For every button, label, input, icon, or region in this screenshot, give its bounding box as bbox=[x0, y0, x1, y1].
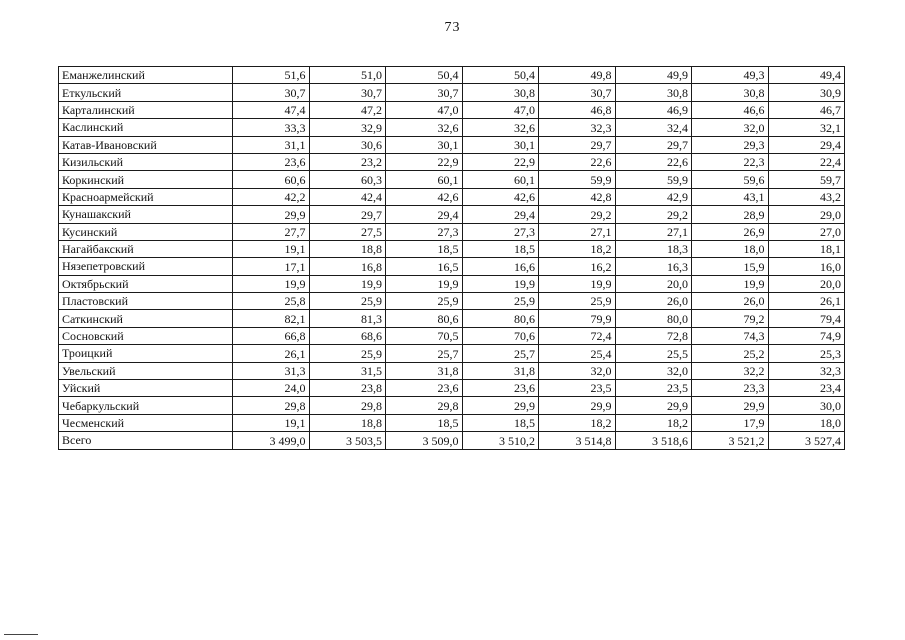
table-row bbox=[59, 380, 845, 397]
value-cell: 30,0 bbox=[768, 397, 845, 414]
value-cell: 70,5 bbox=[386, 327, 463, 344]
value-cell: 25,8 bbox=[233, 293, 310, 310]
value-cell: 80,6 bbox=[386, 310, 463, 327]
value-cell: 31,5 bbox=[309, 362, 386, 379]
district-name-cell: Увельский bbox=[59, 362, 233, 379]
district-data-table bbox=[58, 66, 845, 450]
value-cell: 31,3 bbox=[233, 362, 310, 379]
value-cell: 82,1 bbox=[233, 310, 310, 327]
value-cell: 29,8 bbox=[309, 397, 386, 414]
table-row bbox=[59, 84, 845, 101]
table-row bbox=[59, 310, 845, 327]
district-name-cell: Всего bbox=[59, 432, 233, 449]
value-cell: 29,0 bbox=[768, 206, 845, 223]
district-name-cell: Каслинский bbox=[59, 119, 233, 136]
value-cell: 29,3 bbox=[692, 136, 769, 153]
value-cell: 29,2 bbox=[615, 206, 692, 223]
district-name-cell: Коркинский bbox=[59, 171, 233, 188]
value-cell: 79,9 bbox=[539, 310, 616, 327]
value-cell: 16,2 bbox=[539, 258, 616, 275]
value-cell: 72,8 bbox=[615, 327, 692, 344]
value-cell: 19,9 bbox=[309, 275, 386, 292]
value-cell: 27,5 bbox=[309, 223, 386, 240]
value-cell: 18,3 bbox=[615, 240, 692, 257]
table-row bbox=[59, 188, 845, 205]
table-row bbox=[59, 101, 845, 118]
value-cell: 23,5 bbox=[539, 380, 616, 397]
value-cell: 19,9 bbox=[539, 275, 616, 292]
value-cell: 26,9 bbox=[692, 223, 769, 240]
value-cell: 3 510,2 bbox=[462, 432, 539, 449]
value-cell: 42,4 bbox=[309, 188, 386, 205]
value-cell: 23,6 bbox=[386, 380, 463, 397]
table-row bbox=[59, 397, 845, 414]
value-cell: 19,9 bbox=[462, 275, 539, 292]
value-cell: 49,9 bbox=[615, 67, 692, 84]
value-cell: 80,0 bbox=[615, 310, 692, 327]
value-cell: 42,8 bbox=[539, 188, 616, 205]
value-cell: 23,6 bbox=[462, 380, 539, 397]
value-cell: 29,8 bbox=[386, 397, 463, 414]
value-cell: 70,6 bbox=[462, 327, 539, 344]
value-cell: 19,1 bbox=[233, 414, 310, 431]
value-cell: 25,3 bbox=[768, 345, 845, 362]
value-cell: 72,4 bbox=[539, 327, 616, 344]
value-cell: 18,5 bbox=[386, 240, 463, 257]
value-cell: 50,4 bbox=[462, 67, 539, 84]
value-cell: 25,7 bbox=[386, 345, 463, 362]
table-row bbox=[59, 223, 845, 240]
value-cell: 51,6 bbox=[233, 67, 310, 84]
value-cell: 31,8 bbox=[386, 362, 463, 379]
value-cell: 50,4 bbox=[386, 67, 463, 84]
value-cell: 22,4 bbox=[768, 153, 845, 170]
value-cell: 33,3 bbox=[233, 119, 310, 136]
value-cell: 46,9 bbox=[615, 101, 692, 118]
value-cell: 27,1 bbox=[615, 223, 692, 240]
value-cell: 60,6 bbox=[233, 171, 310, 188]
value-cell: 31,8 bbox=[462, 362, 539, 379]
value-cell: 32,0 bbox=[539, 362, 616, 379]
value-cell: 47,0 bbox=[386, 101, 463, 118]
district-name-cell: Чебаркульский bbox=[59, 397, 233, 414]
value-cell: 29,4 bbox=[386, 206, 463, 223]
value-cell: 29,9 bbox=[692, 397, 769, 414]
value-cell: 17,1 bbox=[233, 258, 310, 275]
value-cell: 32,0 bbox=[615, 362, 692, 379]
footer-rule bbox=[4, 634, 38, 635]
value-cell: 74,3 bbox=[692, 327, 769, 344]
value-cell: 49,8 bbox=[539, 67, 616, 84]
value-cell: 25,7 bbox=[462, 345, 539, 362]
value-cell: 25,9 bbox=[309, 345, 386, 362]
value-cell: 18,2 bbox=[539, 240, 616, 257]
table-row bbox=[59, 293, 845, 310]
value-cell: 3 503,5 bbox=[309, 432, 386, 449]
value-cell: 3 499,0 bbox=[233, 432, 310, 449]
district-name-cell: Нагайбакский bbox=[59, 240, 233, 257]
value-cell: 32,3 bbox=[768, 362, 845, 379]
value-cell: 18,5 bbox=[386, 414, 463, 431]
value-cell: 30,7 bbox=[539, 84, 616, 101]
district-name-cell: Еткульский bbox=[59, 84, 233, 101]
value-cell: 23,3 bbox=[692, 380, 769, 397]
value-cell: 22,6 bbox=[615, 153, 692, 170]
value-cell: 29,9 bbox=[462, 397, 539, 414]
table-row bbox=[59, 362, 845, 379]
value-cell: 49,3 bbox=[692, 67, 769, 84]
value-cell: 26,1 bbox=[768, 293, 845, 310]
value-cell: 29,7 bbox=[539, 136, 616, 153]
value-cell: 17,9 bbox=[692, 414, 769, 431]
value-cell: 60,3 bbox=[309, 171, 386, 188]
district-name-cell: Троицкий bbox=[59, 345, 233, 362]
value-cell: 3 514,8 bbox=[539, 432, 616, 449]
value-cell: 30,7 bbox=[309, 84, 386, 101]
value-cell: 27,3 bbox=[386, 223, 463, 240]
district-name-cell: Октябрьский bbox=[59, 275, 233, 292]
value-cell: 23,5 bbox=[615, 380, 692, 397]
value-cell: 18,0 bbox=[768, 414, 845, 431]
value-cell: 49,4 bbox=[768, 67, 845, 84]
value-cell: 29,7 bbox=[615, 136, 692, 153]
value-cell: 22,9 bbox=[462, 153, 539, 170]
value-cell: 19,9 bbox=[233, 275, 310, 292]
value-cell: 60,1 bbox=[462, 171, 539, 188]
table-row bbox=[59, 67, 845, 84]
value-cell: 22,3 bbox=[692, 153, 769, 170]
value-cell: 51,0 bbox=[309, 67, 386, 84]
value-cell: 30,1 bbox=[386, 136, 463, 153]
district-name-cell: Уйский bbox=[59, 380, 233, 397]
value-cell: 42,6 bbox=[462, 188, 539, 205]
value-cell: 20,0 bbox=[768, 275, 845, 292]
value-cell: 30,8 bbox=[462, 84, 539, 101]
district-name-cell: Кусинский bbox=[59, 223, 233, 240]
table-row bbox=[59, 153, 845, 170]
district-name-cell: Сосновский bbox=[59, 327, 233, 344]
value-cell: 29,9 bbox=[615, 397, 692, 414]
value-cell: 16,0 bbox=[768, 258, 845, 275]
value-cell: 42,9 bbox=[615, 188, 692, 205]
value-cell: 25,9 bbox=[386, 293, 463, 310]
district-name-cell: Красноармейский bbox=[59, 188, 233, 205]
value-cell: 29,2 bbox=[539, 206, 616, 223]
value-cell: 68,6 bbox=[309, 327, 386, 344]
value-cell: 30,1 bbox=[462, 136, 539, 153]
value-cell: 32,3 bbox=[539, 119, 616, 136]
value-cell: 29,9 bbox=[233, 206, 310, 223]
value-cell: 18,1 bbox=[768, 240, 845, 257]
value-cell: 18,2 bbox=[615, 414, 692, 431]
value-cell: 47,0 bbox=[462, 101, 539, 118]
value-cell: 30,6 bbox=[309, 136, 386, 153]
value-cell: 59,6 bbox=[692, 171, 769, 188]
value-cell: 30,8 bbox=[615, 84, 692, 101]
value-cell: 18,8 bbox=[309, 414, 386, 431]
value-cell: 47,2 bbox=[309, 101, 386, 118]
value-cell: 27,3 bbox=[462, 223, 539, 240]
value-cell: 29,4 bbox=[768, 136, 845, 153]
value-cell: 16,3 bbox=[615, 258, 692, 275]
value-cell: 23,2 bbox=[309, 153, 386, 170]
table-body bbox=[59, 67, 845, 450]
value-cell: 29,4 bbox=[462, 206, 539, 223]
value-cell: 79,2 bbox=[692, 310, 769, 327]
district-name-cell: Кунашакский bbox=[59, 206, 233, 223]
table-row bbox=[59, 258, 845, 275]
value-cell: 81,3 bbox=[309, 310, 386, 327]
value-cell: 32,4 bbox=[615, 119, 692, 136]
value-cell: 23,8 bbox=[309, 380, 386, 397]
value-cell: 80,6 bbox=[462, 310, 539, 327]
district-name-cell: Пластовский bbox=[59, 293, 233, 310]
value-cell: 74,9 bbox=[768, 327, 845, 344]
value-cell: 23,4 bbox=[768, 380, 845, 397]
value-cell: 26,0 bbox=[692, 293, 769, 310]
value-cell: 46,6 bbox=[692, 101, 769, 118]
table-row bbox=[59, 414, 845, 431]
value-cell: 3 521,2 bbox=[692, 432, 769, 449]
district-name-cell: Карталинский bbox=[59, 101, 233, 118]
value-cell: 46,7 bbox=[768, 101, 845, 118]
value-cell: 42,6 bbox=[386, 188, 463, 205]
district-name-cell: Кизильский bbox=[59, 153, 233, 170]
table-row bbox=[59, 171, 845, 188]
value-cell: 15,9 bbox=[692, 258, 769, 275]
value-cell: 19,1 bbox=[233, 240, 310, 257]
district-name-cell: Нязепетровский bbox=[59, 258, 233, 275]
value-cell: 18,5 bbox=[462, 240, 539, 257]
value-cell: 18,5 bbox=[462, 414, 539, 431]
value-cell: 25,9 bbox=[539, 293, 616, 310]
table-row bbox=[59, 345, 845, 362]
value-cell: 43,1 bbox=[692, 188, 769, 205]
table-row bbox=[59, 327, 845, 344]
value-cell: 30,9 bbox=[768, 84, 845, 101]
value-cell: 22,9 bbox=[386, 153, 463, 170]
value-cell: 32,2 bbox=[692, 362, 769, 379]
value-cell: 25,9 bbox=[462, 293, 539, 310]
value-cell: 20,0 bbox=[615, 275, 692, 292]
value-cell: 29,9 bbox=[539, 397, 616, 414]
value-cell: 19,9 bbox=[386, 275, 463, 292]
value-cell: 59,9 bbox=[539, 171, 616, 188]
value-cell: 60,1 bbox=[386, 171, 463, 188]
value-cell: 28,9 bbox=[692, 206, 769, 223]
value-cell: 32,0 bbox=[692, 119, 769, 136]
value-cell: 32,9 bbox=[309, 119, 386, 136]
value-cell: 66,8 bbox=[233, 327, 310, 344]
table-row bbox=[59, 240, 845, 257]
value-cell: 29,7 bbox=[309, 206, 386, 223]
value-cell: 27,7 bbox=[233, 223, 310, 240]
value-cell: 3 509,0 bbox=[386, 432, 463, 449]
value-cell: 25,4 bbox=[539, 345, 616, 362]
value-cell: 32,1 bbox=[768, 119, 845, 136]
table-row bbox=[59, 275, 845, 292]
value-cell: 46,8 bbox=[539, 101, 616, 118]
table-row bbox=[59, 136, 845, 153]
value-cell: 42,2 bbox=[233, 188, 310, 205]
value-cell: 3 527,4 bbox=[768, 432, 845, 449]
value-cell: 25,2 bbox=[692, 345, 769, 362]
value-cell: 27,0 bbox=[768, 223, 845, 240]
page-number: 73 bbox=[444, 20, 461, 35]
value-cell: 30,8 bbox=[692, 84, 769, 101]
value-cell: 24,0 bbox=[233, 380, 310, 397]
value-cell: 25,5 bbox=[615, 345, 692, 362]
district-name-cell: Катав-Ивановский bbox=[59, 136, 233, 153]
table-row bbox=[59, 119, 845, 136]
value-cell: 32,6 bbox=[462, 119, 539, 136]
value-cell: 25,9 bbox=[309, 293, 386, 310]
value-cell: 79,4 bbox=[768, 310, 845, 327]
table-row-total bbox=[59, 432, 845, 449]
value-cell: 18,2 bbox=[539, 414, 616, 431]
value-cell: 30,7 bbox=[233, 84, 310, 101]
value-cell: 23,6 bbox=[233, 153, 310, 170]
value-cell: 18,8 bbox=[309, 240, 386, 257]
district-name-cell: Чесменский bbox=[59, 414, 233, 431]
value-cell: 16,6 bbox=[462, 258, 539, 275]
value-cell: 22,6 bbox=[539, 153, 616, 170]
value-cell: 47,4 bbox=[233, 101, 310, 118]
district-name-cell: Еманжелинский bbox=[59, 67, 233, 84]
value-cell: 30,7 bbox=[386, 84, 463, 101]
value-cell: 16,5 bbox=[386, 258, 463, 275]
value-cell: 32,6 bbox=[386, 119, 463, 136]
value-cell: 29,8 bbox=[233, 397, 310, 414]
value-cell: 59,7 bbox=[768, 171, 845, 188]
value-cell: 19,9 bbox=[692, 275, 769, 292]
value-cell: 26,0 bbox=[615, 293, 692, 310]
value-cell: 18,0 bbox=[692, 240, 769, 257]
value-cell: 59,9 bbox=[615, 171, 692, 188]
value-cell: 26,1 bbox=[233, 345, 310, 362]
value-cell: 27,1 bbox=[539, 223, 616, 240]
value-cell: 3 518,6 bbox=[615, 432, 692, 449]
table-row bbox=[59, 206, 845, 223]
value-cell: 43,2 bbox=[768, 188, 845, 205]
value-cell: 16,8 bbox=[309, 258, 386, 275]
value-cell: 31,1 bbox=[233, 136, 310, 153]
district-name-cell: Саткинский bbox=[59, 310, 233, 327]
